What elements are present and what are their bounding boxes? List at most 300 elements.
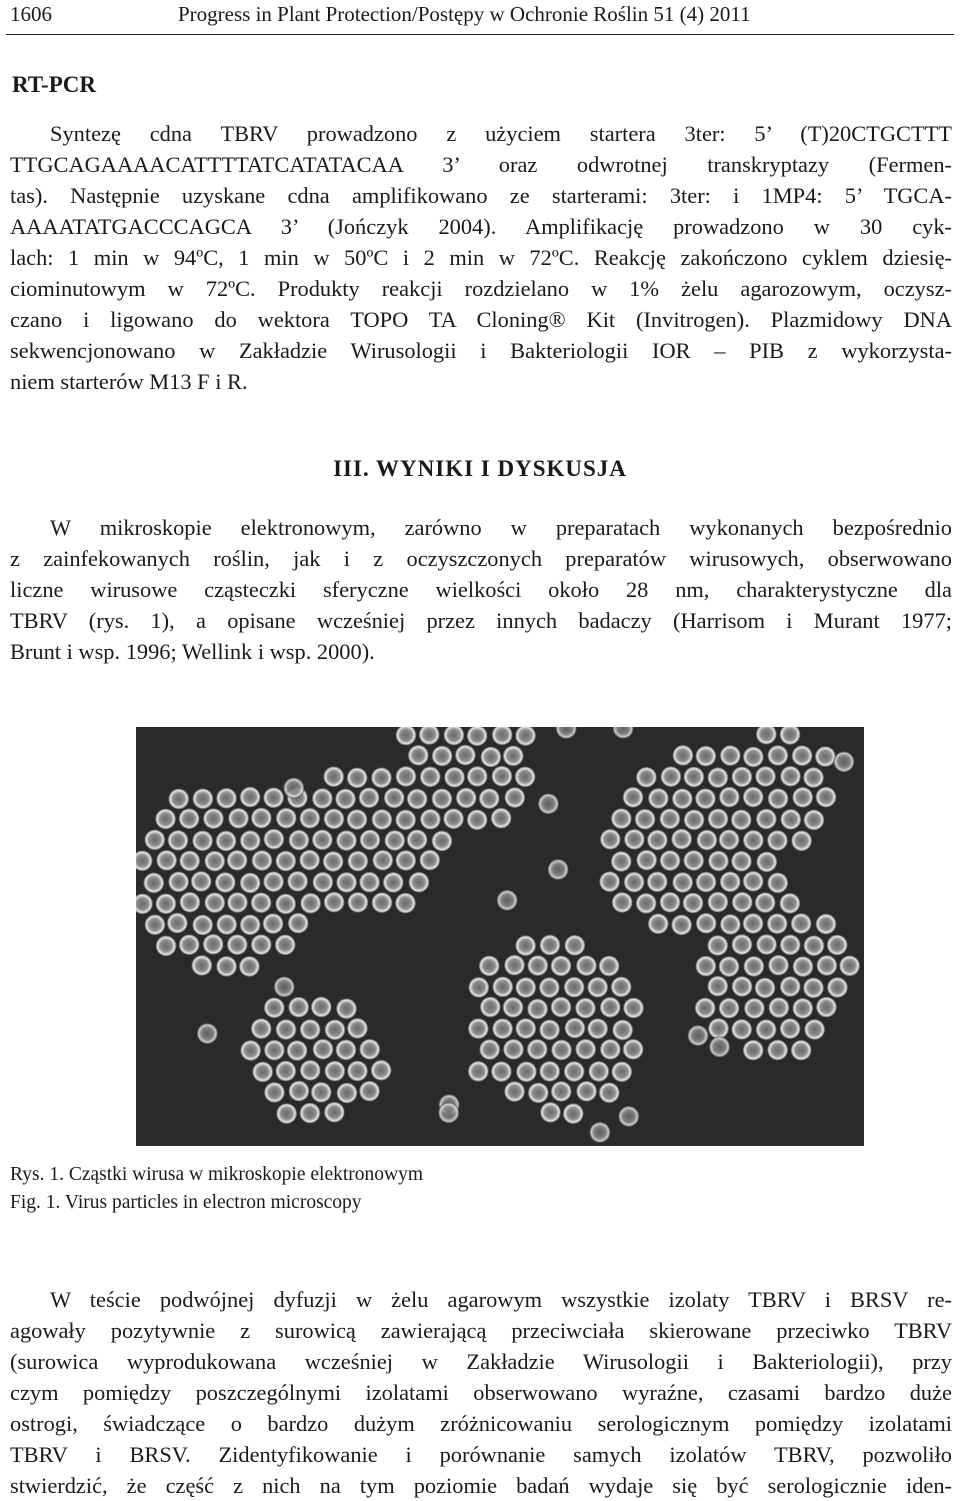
virus-particle bbox=[659, 892, 680, 913]
text-line: stwierdzić, że część z nich na tym poziomie badań wydaje się być serologicznie iden- bbox=[10, 1473, 952, 1498]
virus-particle bbox=[600, 997, 621, 1018]
virus-particle bbox=[251, 934, 272, 955]
text-line: czym pomiędzy poszczególnymi izolatami obserwowano wyraźne, czasami bardzo duże bbox=[10, 1380, 952, 1405]
results-paragraph bbox=[10, 512, 952, 667]
virus-particle bbox=[263, 913, 284, 934]
virus-particle bbox=[611, 851, 632, 872]
virus-particle bbox=[215, 872, 236, 893]
virus-particle bbox=[791, 830, 812, 851]
virus-particle bbox=[204, 892, 225, 913]
virus-particle bbox=[275, 1061, 296, 1082]
virus-particle bbox=[695, 746, 716, 767]
virus-particle bbox=[443, 808, 464, 829]
virus-particle bbox=[719, 956, 740, 977]
virus-particle bbox=[479, 788, 500, 809]
virus-particle bbox=[192, 830, 213, 851]
virus-particle bbox=[431, 830, 452, 851]
virus-particle bbox=[240, 787, 261, 808]
virus-particle bbox=[312, 1039, 333, 1060]
virus-particle bbox=[503, 745, 524, 766]
virus-particle bbox=[359, 1039, 380, 1060]
virus-particle bbox=[491, 1061, 512, 1082]
virus-particle bbox=[468, 977, 489, 998]
virus-particle bbox=[708, 850, 729, 871]
virus-particle bbox=[708, 808, 729, 829]
virus-particle bbox=[444, 767, 465, 788]
virus-particle bbox=[263, 787, 284, 808]
virus-particle bbox=[827, 977, 848, 998]
virus-particle bbox=[395, 766, 416, 787]
virus-particle bbox=[719, 787, 740, 808]
virus-particle bbox=[504, 955, 525, 976]
virus-particle bbox=[335, 788, 356, 809]
virus-particle bbox=[527, 1039, 548, 1060]
virus-particle bbox=[203, 808, 224, 829]
virus-particle bbox=[156, 850, 177, 871]
journal-title: Progress in Plant Protection/Postępy w Ochronie Roślin 51 (4) 2011 bbox=[178, 2, 751, 26]
virus-particle bbox=[816, 955, 837, 976]
virus-particle bbox=[647, 871, 668, 892]
virus-particle bbox=[780, 1018, 801, 1039]
virus-particle bbox=[684, 809, 705, 830]
virus-particle bbox=[191, 955, 212, 976]
virus-particle bbox=[696, 913, 717, 934]
virus-particle bbox=[143, 872, 164, 893]
virus-particle bbox=[228, 808, 249, 829]
virus-particle bbox=[204, 851, 225, 872]
virus-particle bbox=[216, 956, 237, 977]
virus-particle bbox=[659, 808, 680, 829]
virus-particle bbox=[612, 892, 633, 913]
virus-particle bbox=[419, 850, 440, 871]
virus-particle bbox=[480, 997, 501, 1018]
virus-particle bbox=[576, 1081, 597, 1102]
virus-particle bbox=[503, 997, 524, 1018]
virus-particle bbox=[347, 892, 368, 913]
virus-particle bbox=[672, 745, 693, 766]
virus-particle bbox=[336, 1082, 357, 1103]
virus-particle bbox=[468, 1018, 489, 1039]
figure-caption-en: Fig. 1. Virus particles in electron microscopy bbox=[10, 1192, 362, 1213]
virus-particle bbox=[467, 766, 488, 787]
virus-particle bbox=[731, 1019, 752, 1040]
virus-particle bbox=[384, 787, 405, 808]
virus-particle bbox=[672, 788, 693, 809]
virus-particle bbox=[539, 977, 560, 998]
text-line: czano i ligowano do wektora TOPO TA Cloning® Kit (Invitrogen). Plazmidowy DNA bbox=[10, 307, 952, 332]
virus-particle bbox=[395, 850, 416, 871]
virus-particle bbox=[336, 830, 357, 851]
virus-particle bbox=[564, 977, 585, 998]
virus-particle bbox=[216, 788, 237, 809]
virus-particle bbox=[624, 829, 645, 850]
virus-particle bbox=[815, 746, 836, 767]
virus-particle bbox=[347, 1018, 368, 1039]
virus-particle bbox=[636, 850, 657, 871]
virus-particle bbox=[707, 767, 728, 788]
virus-particle bbox=[468, 1061, 489, 1082]
virus-particle bbox=[648, 913, 669, 934]
virus-particle bbox=[599, 871, 620, 892]
text-line: W mikroskopie elektronowym, zarówno w preparatach wykonanych bezpośrednio bbox=[50, 515, 952, 540]
virus-particle bbox=[371, 809, 392, 830]
virus-particle bbox=[767, 830, 788, 851]
virus-particle bbox=[683, 892, 704, 913]
text-line: ciominutowym w 72ºC. Produkty reakcji rozdzielano w 1% żelu agarozowym, oczysz- bbox=[10, 276, 952, 301]
virus-particle bbox=[251, 808, 272, 829]
text-line: TBRV i BRSV. Zidentyfikowanie i porównanie samych izolatów TBRV, pozwoliło bbox=[10, 1442, 952, 1467]
virus-particle bbox=[359, 1081, 380, 1102]
virus-particle bbox=[563, 1103, 584, 1124]
text-line: niem starterów M13 F i R. bbox=[10, 369, 248, 394]
virus-particle bbox=[551, 1081, 572, 1102]
virus-particle bbox=[791, 913, 812, 934]
virus-particle bbox=[767, 872, 788, 893]
virus-particle bbox=[623, 787, 644, 808]
virus-particle bbox=[767, 745, 788, 766]
virus-particle bbox=[275, 893, 296, 914]
virus-particle bbox=[347, 1060, 368, 1081]
virus-particle bbox=[672, 872, 693, 893]
virus-particle bbox=[611, 808, 632, 829]
text-line: Syntezę cdna TBRV prowadzono z użyciem startera 3ter: 5’ (T)20CTGCTTT bbox=[50, 121, 952, 146]
virus-particle bbox=[383, 872, 404, 893]
virus-particle bbox=[575, 998, 596, 1019]
virus-particle bbox=[336, 998, 357, 1019]
virus-particle bbox=[589, 1122, 610, 1143]
virus-particle bbox=[491, 808, 512, 829]
virus-particle bbox=[372, 850, 393, 871]
virus-particle bbox=[695, 956, 716, 977]
virus-particle bbox=[551, 1039, 572, 1060]
virus-particle bbox=[492, 1018, 513, 1039]
virus-particle bbox=[251, 850, 272, 871]
virus-particle bbox=[780, 976, 801, 997]
virus-particle bbox=[743, 956, 764, 977]
virus-particle bbox=[743, 1040, 764, 1061]
chapter-heading: III. WYNIKI I DYSKUSJA bbox=[333, 456, 627, 481]
virus-particle bbox=[324, 1061, 345, 1082]
text-line: sekwencjonowano w Zakładzie Wirusologii i Bakteriologii IOR – PIB z wykorzysta- bbox=[10, 338, 952, 363]
virus-particle bbox=[636, 893, 657, 914]
virus-particle bbox=[300, 1060, 321, 1081]
virus-particle bbox=[516, 1061, 537, 1082]
virus-particle bbox=[263, 829, 284, 850]
virus-particle bbox=[179, 892, 200, 913]
virus-particle bbox=[251, 1018, 272, 1039]
virus-particle bbox=[239, 956, 260, 977]
virus-particle bbox=[587, 977, 608, 998]
virus-particle bbox=[347, 809, 368, 830]
virus-particle bbox=[623, 1039, 644, 1060]
virus-particle bbox=[156, 935, 177, 956]
virus-particle bbox=[168, 871, 189, 892]
virus-particle bbox=[515, 935, 536, 956]
text-line: agowały pozytywnie z surowicą zawierającą przeciwciała skierowane przeciwko TBRV bbox=[10, 1318, 952, 1343]
virus-particle bbox=[312, 788, 333, 809]
virus-particle bbox=[756, 1019, 777, 1040]
virus-particle bbox=[743, 830, 764, 851]
virus-particle bbox=[564, 1061, 585, 1082]
text-line: Brunt i wsp. 1996; Wellink i wsp. 2000). bbox=[10, 639, 375, 664]
virus-particle bbox=[732, 976, 753, 997]
virus-particle bbox=[300, 1019, 321, 1040]
virus-particle bbox=[432, 745, 453, 766]
virus-particle bbox=[227, 850, 248, 871]
virus-particle bbox=[816, 997, 837, 1018]
virus-particle bbox=[408, 745, 429, 766]
text-line: TBRV (rys. 1), a opisane wcześniej przez innych badaczy (Harrisom i Murant 1977; bbox=[10, 608, 952, 633]
virus-particle bbox=[755, 892, 776, 913]
virus-particle bbox=[191, 871, 212, 892]
virus-particle bbox=[803, 767, 824, 788]
figure-caption-pl: Rys. 1. Cząstki wirusa w mikroskopie elektronowym bbox=[10, 1164, 424, 1185]
virus-particle bbox=[491, 766, 512, 787]
virus-particle bbox=[744, 998, 765, 1019]
virus-particle bbox=[275, 851, 296, 872]
virus-particle bbox=[564, 935, 585, 956]
virus-particle bbox=[647, 830, 668, 851]
virus-particle bbox=[407, 788, 428, 809]
virus-particle bbox=[420, 809, 441, 830]
virus-particle bbox=[755, 766, 776, 787]
virus-particle bbox=[336, 872, 357, 893]
virus-particle bbox=[624, 872, 645, 893]
virus-particle bbox=[564, 1018, 585, 1039]
virus-particle bbox=[167, 830, 188, 851]
virus-particle bbox=[179, 934, 200, 955]
virus-particle bbox=[719, 998, 740, 1019]
text-line: AAAATATGACCCAGCA 3’ (Jończyk 2004). Amplifikację prowadzono w 30 cyk- bbox=[10, 214, 952, 239]
virus-particles-image bbox=[136, 727, 864, 1146]
virus-particle bbox=[504, 787, 525, 808]
virus-particle bbox=[515, 977, 536, 998]
virus-particle bbox=[768, 997, 789, 1018]
virus-particle bbox=[497, 890, 518, 911]
virus-particle bbox=[227, 934, 248, 955]
virus-particle bbox=[779, 893, 800, 914]
text-line: TTGCAGAAAACATTTTATCATATACAA 3’ oraz odwrotnej transkryptazy (Fermen- bbox=[10, 152, 952, 177]
virus-particle bbox=[707, 892, 728, 913]
virus-particle bbox=[480, 746, 501, 767]
virus-particle bbox=[240, 830, 261, 851]
virus-particle bbox=[527, 955, 548, 976]
virus-particle bbox=[504, 1081, 525, 1102]
virus-particle bbox=[731, 851, 752, 872]
virus-particle bbox=[792, 998, 813, 1019]
virus-particle bbox=[671, 829, 692, 850]
virus-particle bbox=[527, 998, 548, 1019]
virus-particle bbox=[707, 935, 728, 956]
virus-particle bbox=[371, 767, 392, 788]
virus-particle bbox=[671, 914, 692, 935]
virus-particle bbox=[780, 934, 801, 955]
virus-particle bbox=[720, 745, 741, 766]
virus-particle bbox=[768, 788, 789, 809]
virus-particle bbox=[587, 1018, 608, 1039]
virus-particle bbox=[144, 829, 165, 850]
virus-particle bbox=[538, 793, 559, 814]
virus-particle bbox=[276, 1019, 297, 1040]
virus-particle bbox=[600, 1039, 621, 1060]
virus-particle bbox=[720, 914, 741, 935]
virus-particle bbox=[815, 787, 836, 808]
virus-particle bbox=[300, 893, 321, 914]
virus-particle bbox=[743, 913, 764, 934]
virus-particle bbox=[732, 892, 753, 913]
virus-particle bbox=[311, 1082, 332, 1103]
virus-particle bbox=[540, 1102, 561, 1123]
virus-particle bbox=[803, 809, 824, 830]
virus-particle bbox=[167, 913, 188, 934]
virus-particle bbox=[618, 1106, 639, 1127]
virus-particle bbox=[688, 1025, 709, 1046]
text-line: lach: 1 min w 94ºC, 1 min w 50ºC i 2 min w 72ºC. Reakcję zakończono cyklem dziesię- bbox=[10, 245, 952, 270]
virus-particle bbox=[709, 1036, 730, 1057]
virus-particle bbox=[780, 809, 801, 830]
virus-particle bbox=[731, 934, 752, 955]
virus-particle bbox=[155, 893, 176, 914]
virus-particle bbox=[708, 1018, 729, 1039]
virus-particle bbox=[743, 787, 764, 808]
discussion-paragraph bbox=[10, 1284, 952, 1501]
virus-particle bbox=[528, 1082, 549, 1103]
virus-particle bbox=[695, 788, 716, 809]
virus-particle bbox=[192, 914, 213, 935]
virus-particle bbox=[660, 766, 681, 787]
virus-particle bbox=[420, 766, 441, 787]
rtpcr-paragraph bbox=[10, 118, 952, 397]
text-line: z zainfekowanych roślin, jak i z oczyszczonych preparatów wirusowych, obserwowano bbox=[10, 546, 952, 571]
virus-particle bbox=[288, 830, 309, 851]
virus-particle bbox=[492, 976, 513, 997]
virus-particle bbox=[456, 787, 477, 808]
virus-particle bbox=[299, 1103, 320, 1124]
virus-particle bbox=[612, 1019, 633, 1040]
virus-particle bbox=[827, 934, 848, 955]
virus-particle bbox=[283, 778, 304, 799]
virus-particle bbox=[168, 788, 189, 809]
virus-particle bbox=[240, 1040, 261, 1061]
virus-particle bbox=[696, 830, 717, 851]
virus-particle bbox=[623, 997, 644, 1018]
virus-particle bbox=[240, 914, 261, 935]
virus-particle bbox=[335, 1039, 356, 1060]
virus-particle bbox=[276, 1103, 297, 1124]
virus-particle bbox=[395, 809, 416, 830]
virus-particle bbox=[371, 892, 392, 913]
virus-particle bbox=[551, 997, 572, 1018]
virus-particle bbox=[155, 808, 176, 829]
virus-particle bbox=[731, 809, 752, 830]
virus-particle bbox=[252, 1061, 273, 1082]
virus-particle bbox=[275, 934, 296, 955]
virus-particle bbox=[743, 871, 764, 892]
virus-particle bbox=[539, 935, 560, 956]
virus-particle bbox=[203, 934, 224, 955]
virus-particle bbox=[179, 850, 200, 871]
virus-particle bbox=[323, 766, 344, 787]
electron-micrograph bbox=[136, 727, 864, 1146]
text-line: tas). Następnie uzyskane cdna amplifikowano ze starterami: 3ter: i 1MP4: 5’ TGCA- bbox=[10, 183, 952, 208]
virus-particle bbox=[395, 893, 416, 914]
virus-particle bbox=[274, 976, 295, 997]
virus-particle bbox=[455, 745, 476, 766]
virus-particle bbox=[600, 829, 621, 850]
virus-particle bbox=[371, 1060, 392, 1081]
virus-particle bbox=[515, 1018, 536, 1039]
text-line: ostrogi, świadczące o bardzo dużym zróżnicowaniu serologicznym pomiędzy izolatami bbox=[10, 1411, 952, 1436]
virus-particle bbox=[216, 830, 237, 851]
virus-particle bbox=[767, 913, 788, 934]
virus-particle bbox=[359, 872, 380, 893]
virus-particle bbox=[324, 1102, 345, 1123]
virus-particle bbox=[503, 1039, 524, 1060]
virus-particle bbox=[755, 977, 776, 998]
virus-particle bbox=[707, 976, 728, 997]
virus-particle bbox=[227, 892, 248, 913]
virus-particle bbox=[287, 1040, 308, 1061]
virus-particle bbox=[251, 892, 272, 913]
text-line: W teście podwójnej dyfuzji w żelu agarowym wszystkie izolaty TBRV i BRSV re- bbox=[50, 1287, 952, 1312]
virus-particle bbox=[431, 788, 452, 809]
virus-particle bbox=[696, 872, 717, 893]
virus-particle bbox=[299, 808, 320, 829]
virus-particle bbox=[263, 871, 284, 892]
virus-particle bbox=[756, 808, 777, 829]
virus-particle bbox=[264, 997, 285, 1018]
virus-particle bbox=[408, 872, 429, 893]
virus-particle bbox=[548, 859, 569, 880]
virus-particle bbox=[599, 1082, 620, 1103]
virus-particle bbox=[756, 934, 777, 955]
virus-particle bbox=[839, 955, 860, 976]
virus-particle bbox=[312, 872, 333, 893]
page-number: 1606 bbox=[10, 2, 52, 26]
virus-particle bbox=[438, 1102, 459, 1123]
virus-particle bbox=[264, 1082, 285, 1103]
virus-particle bbox=[539, 1019, 560, 1040]
virus-particle bbox=[192, 788, 213, 809]
virus-particle bbox=[324, 1019, 345, 1040]
virus-particle bbox=[720, 871, 741, 892]
text-line: liczne wirusowe cząsteczki sferyczne wielkości około 28 nm, charakterystyczne dla bbox=[10, 577, 952, 602]
virus-particle bbox=[539, 1061, 560, 1082]
virus-particle bbox=[660, 850, 681, 871]
virus-particle bbox=[792, 745, 813, 766]
virus-particle bbox=[216, 914, 237, 935]
virus-particle bbox=[276, 808, 297, 829]
virus-particle bbox=[360, 829, 381, 850]
virus-particle bbox=[312, 829, 333, 850]
virus-particle bbox=[791, 1040, 812, 1061]
virus-particle bbox=[515, 766, 536, 787]
virus-particle bbox=[719, 829, 740, 850]
virus-particle bbox=[756, 851, 777, 872]
virus-particle bbox=[635, 809, 656, 830]
virus-particle bbox=[804, 1019, 825, 1040]
virus-particle bbox=[384, 830, 405, 851]
virus-particle bbox=[323, 851, 344, 872]
virus-particle bbox=[611, 1061, 632, 1082]
virus-particle bbox=[179, 808, 200, 829]
virus-particle bbox=[803, 935, 824, 956]
virus-particle bbox=[288, 1081, 309, 1102]
virus-particle bbox=[240, 872, 261, 893]
virus-particle bbox=[551, 955, 572, 976]
virus-particle bbox=[287, 871, 308, 892]
virus-particle bbox=[683, 766, 704, 787]
